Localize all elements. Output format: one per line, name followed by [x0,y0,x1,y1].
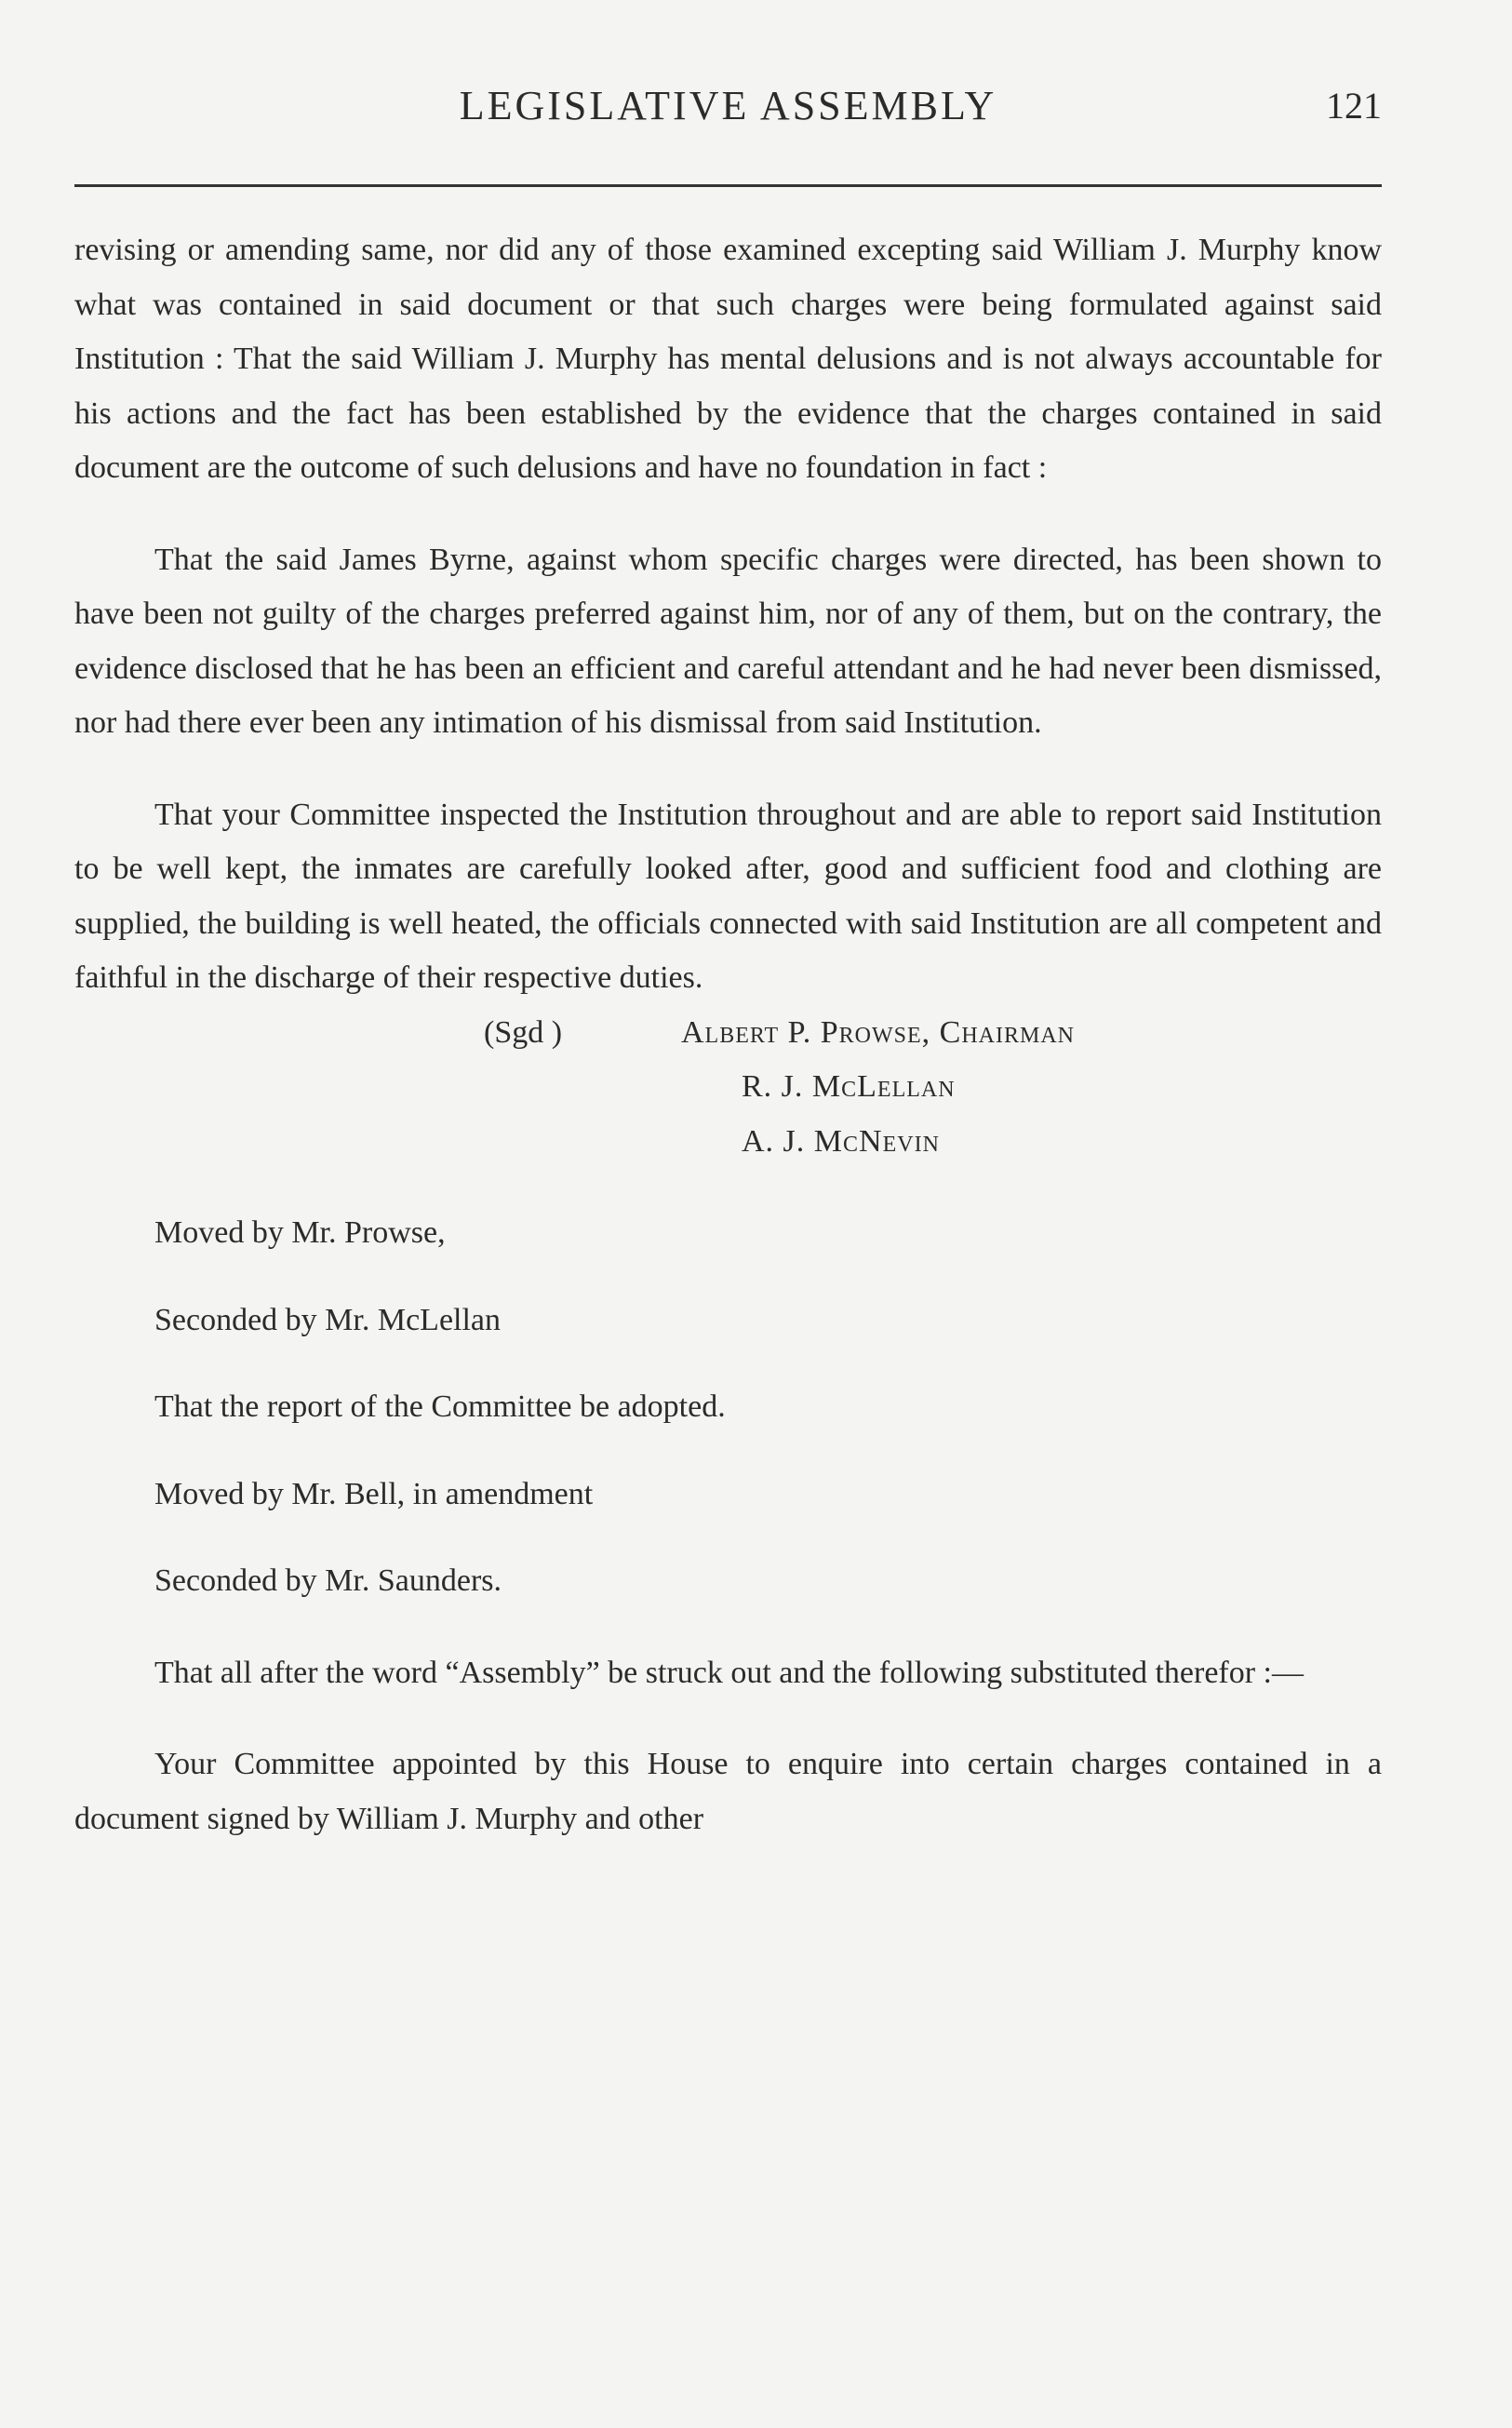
paragraph-committee: Your Committee appointed by this House to enquire into certain charges contained in a document signed by William J. Murphy and other [74,1747,1382,1836]
motion-line: That the report of the Committee be adopted. [154,1389,726,1424]
signature-member: R. J. McLellan [742,1069,956,1104]
motion-line: Moved by Mr. Bell, in amendment [154,1476,594,1511]
motion-line: Seconded by Mr. Saunders. [154,1563,502,1598]
motion-line: Moved by Mr. Prowse, [154,1215,446,1250]
signed-marker: (Sgd ) [484,1014,563,1050]
page-header [74,78,1382,134]
document-page [74,0,1382,2428]
motion-line: Seconded by Mr. McLellan [154,1302,502,1337]
signature-chairman: Albert P. Prowse, Chairman [681,1014,1076,1050]
signature-member: A. J. McNevin [742,1123,940,1159]
paragraph-continued: revising or amending same, nor did any of those examined excepting said William J. Murphy know what was contained in said document or that such charges were being formulated against said Institution : That the said William J. Murphy has mental delusions and is not always accountable for his actions and the fact has been established by the evidence that the charges contained in said document are the outcome of such delusions and have no foundation in fact : [74,233,1382,485]
signature-block [74,1006,1382,1170]
running-head: LEGISLATIVE ASSEMBLY [459,83,997,128]
page-number: 121 [1326,85,1382,127]
paragraph-james-byrne: That the said James Byrne, against whom specific charges were directed, has been shown to have been not guilty of the charges preferred against him, nor of any of them, but on the contrary, the evidence disclosed that he has been an efficient and careful attendant and he had never been dismissed, nor had there ever been any intimation of his dismissal from said Institution. [74,542,1382,740]
paragraph-amendment: That all after the word “Assembly” be struck out and the following substituted therefor :— [154,1655,1305,1690]
page-body [74,223,1382,1846]
header-rule [74,184,1382,187]
paragraph-inspection: That your Committee inspected the Institution throughout and are able to report said Institution to be well kept, the inmates are carefully looked after, good and sufficient food and clothing are supplied, the building is well heated, the officials connected with said Institution are all competent and faithful in the discharge of their respective duties. [74,797,1382,995]
